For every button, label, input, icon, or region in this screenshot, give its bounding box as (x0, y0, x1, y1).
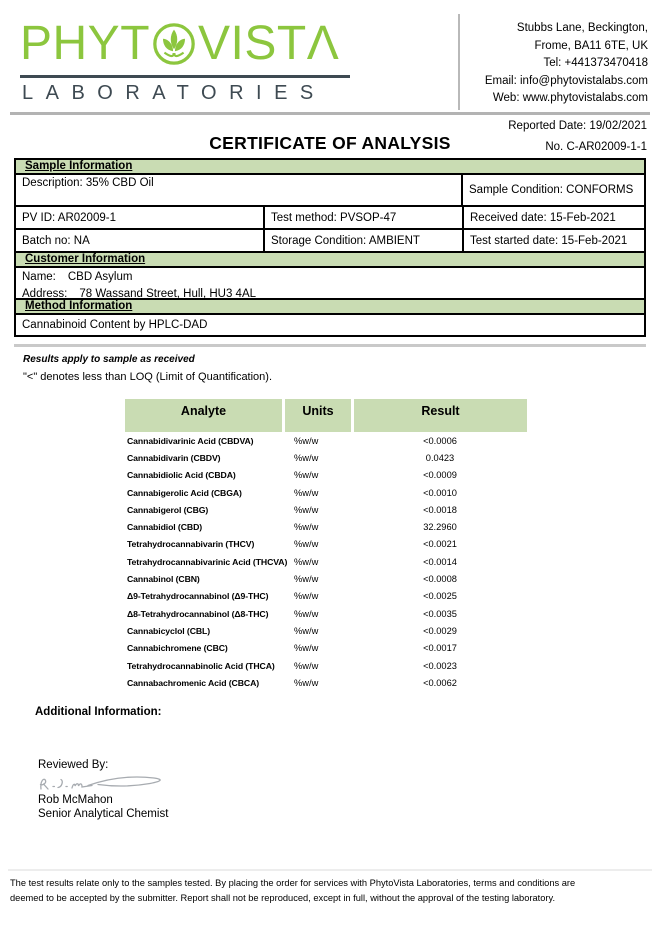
customer-body (16, 268, 644, 298)
footer-disclaimer: The test results relate only to the samples tested. By placing the order for services with PhytoVista Laboratories, terms and conditions are deemed to be accepted by the submitter. Report shall not be reproduced, except in full, without the approval of the testing laboratory. (10, 878, 576, 903)
results-cell-units: %w/w (294, 504, 319, 515)
logo-divider (20, 75, 350, 78)
results-row (125, 432, 527, 449)
reviewer-title: Senior Analytical Chemist (38, 808, 169, 820)
results-cell-result: <0.0018 (423, 504, 457, 515)
address-line: Stubbs Lane, Beckington, (516, 22, 648, 34)
results-row (125, 553, 527, 570)
report-number: No. C-AR02009-1-1 (545, 141, 647, 153)
sample-row-description (16, 175, 644, 205)
results-cell-analyte: Cannabidiol (CBD) (127, 522, 203, 533)
customer-address-value: 78 Wassand Street, Hull, HU3 4AL (79, 288, 257, 300)
reviewed-by-label: Reviewed By: (38, 759, 109, 771)
results-note: Results apply to sample as received (23, 354, 195, 365)
results-cell-units: %w/w (294, 574, 319, 585)
customer-name-value: CBD Asylum (67, 271, 133, 283)
results-cell-analyte: Tetrahydrocannabivarin (THCV) (127, 539, 255, 550)
results-cell-units: %w/w (294, 522, 319, 533)
results-cell-analyte: Tetrahydrocannabivarinic Acid (THCVA) (127, 556, 288, 567)
results-cell-analyte: Cannabichromene (CBC) (127, 643, 228, 654)
section-divider-rule (14, 344, 646, 347)
batch-no-cell: Batch no: NA (16, 230, 265, 251)
results-cell-units: %w/w (294, 643, 319, 654)
reported-date: Reported Date: 19/02/2021 (508, 120, 647, 132)
test-started-date-cell: Test started date: 15-Feb-2021 (470, 234, 628, 247)
signature-icon (36, 770, 174, 796)
results-cell-units: %w/w (294, 556, 319, 567)
results-cell-analyte: Cannabigerolic Acid (CBGA) (127, 487, 242, 498)
column-header-units: Units (285, 399, 351, 432)
results-cell-analyte: Tetrahydrocannabinolic Acid (THCA) (127, 660, 275, 671)
logo-wordmark (20, 16, 360, 72)
customer-name-label: Name: (22, 271, 56, 283)
address-line: Email: info@phytovistalabs.com (484, 74, 648, 87)
header-rule (10, 112, 650, 115)
results-cell-analyte: Cannabidivarinic Acid (CBDVA) (127, 435, 254, 446)
results-row (125, 449, 527, 466)
results-cell-units: %w/w (294, 539, 319, 550)
results-cell-analyte: Δ8-Tetrahydrocannabinol (Δ8-THC) (127, 608, 269, 619)
results-cell-units: %w/w (294, 435, 319, 446)
results-cell-analyte: Cannabidivarin (CBDV) (127, 452, 221, 463)
results-cell-units: %w/w (294, 591, 319, 602)
results-row (125, 467, 527, 484)
results-row (125, 536, 527, 553)
results-row (125, 674, 527, 691)
header-vertical-separator (458, 14, 460, 110)
results-cell-analyte: Δ9-Tetrahydrocannabinol (Δ9-THC) (127, 591, 269, 602)
address-line: Frome, BA11 6TE, UK (534, 39, 648, 52)
results-cell-result: <0.0035 (423, 608, 457, 619)
results-cell-result: <0.0025 (423, 591, 457, 602)
customer-information-header: Customer Information (16, 251, 644, 268)
results-cell-result: <0.0009 (423, 470, 457, 481)
loq-note: "<" denotes less than LOQ (Limit of Quantification). (23, 371, 273, 383)
method-information-header: Method Information (16, 298, 644, 315)
footer-rule (8, 869, 652, 871)
results-cell-result: <0.0062 (423, 677, 457, 688)
results-table (125, 399, 527, 691)
sample-information-header: Sample Information (16, 160, 644, 175)
sample-row-batch (16, 228, 644, 251)
results-row (125, 588, 527, 605)
description-cell: Description: 35% CBD Oil (16, 175, 463, 205)
logo-subtitle: LABORATORIES (22, 82, 326, 104)
results-row (125, 501, 527, 518)
results-cell-result: 0.0423 (425, 452, 455, 463)
results-cell-result: <0.0029 (423, 625, 457, 636)
results-row (125, 484, 527, 501)
address-line: Tel: +441373470418 (543, 57, 648, 69)
sample-condition-cell: Sample Condition: CONFORMS (469, 184, 634, 196)
pv-id-cell: PV ID: AR02009-1 (16, 207, 265, 228)
results-row (125, 605, 527, 622)
results-cell-units: %w/w (294, 487, 319, 498)
reviewer-name: Rob McMahon (38, 794, 113, 806)
results-cell-units: %w/w (294, 608, 319, 619)
method-body: Cannabinoid Content by HPLC-DAD (22, 319, 208, 331)
logo-text-phyt: PHYT (20, 17, 151, 70)
results-cell-units: %w/w (294, 625, 319, 636)
results-cell-result: <0.0006 (423, 435, 457, 446)
sample-row-ids (16, 205, 644, 228)
results-cell-result: <0.0023 (423, 660, 457, 671)
address-block (485, 20, 648, 108)
results-cell-analyte: Cannabidiolic Acid (CBDA) (127, 470, 236, 481)
results-row (125, 570, 527, 587)
phytovista-logo (20, 16, 360, 105)
column-header-result: Result (354, 399, 527, 432)
results-cell-result: <0.0008 (423, 574, 457, 585)
test-method-cell: Test method: PVSOP-47 (265, 207, 464, 228)
results-row (125, 640, 527, 657)
address-line: Web: www.phytovistalabs.com (492, 92, 648, 104)
results-cell-analyte: Cannabicyclol (CBL) (127, 625, 211, 636)
results-cell-analyte: Cannabachromenic Acid (CBCA) (127, 677, 260, 688)
results-cell-units: %w/w (294, 660, 319, 671)
results-cell-units: %w/w (294, 677, 319, 688)
results-table-header (125, 399, 527, 432)
results-cell-analyte: Cannabigerol (CBG) (127, 504, 209, 515)
results-cell-result: <0.0021 (423, 539, 457, 550)
received-date-cell: Received date: 15-Feb-2021 (470, 211, 616, 224)
results-row (125, 622, 527, 639)
results-cell-result: <0.0014 (423, 556, 457, 567)
logo-text-vista: VISTΛ (198, 17, 340, 70)
info-table (14, 158, 646, 337)
additional-information-label: Additional Information: (35, 706, 162, 718)
results-cell-result: 32.2960 (423, 522, 457, 533)
column-header-analyte: Analyte (125, 399, 282, 432)
results-row (125, 518, 527, 535)
storage-condition-cell: Storage Condition: AMBIENT (265, 230, 464, 251)
leaf-in-circle-icon (151, 21, 197, 67)
results-cell-units: %w/w (294, 452, 319, 463)
customer-name-line (22, 271, 638, 283)
results-cell-units: %w/w (294, 470, 319, 481)
customer-address-label: Address: (22, 288, 68, 300)
results-rows (125, 432, 527, 691)
results-cell-result: <0.0010 (423, 487, 457, 498)
results-cell-analyte: Cannabinol (CBN) (127, 574, 200, 585)
results-cell-result: <0.0017 (423, 643, 457, 654)
page-title: CERTIFICATE OF ANALYSIS (209, 133, 451, 153)
results-row (125, 657, 527, 674)
